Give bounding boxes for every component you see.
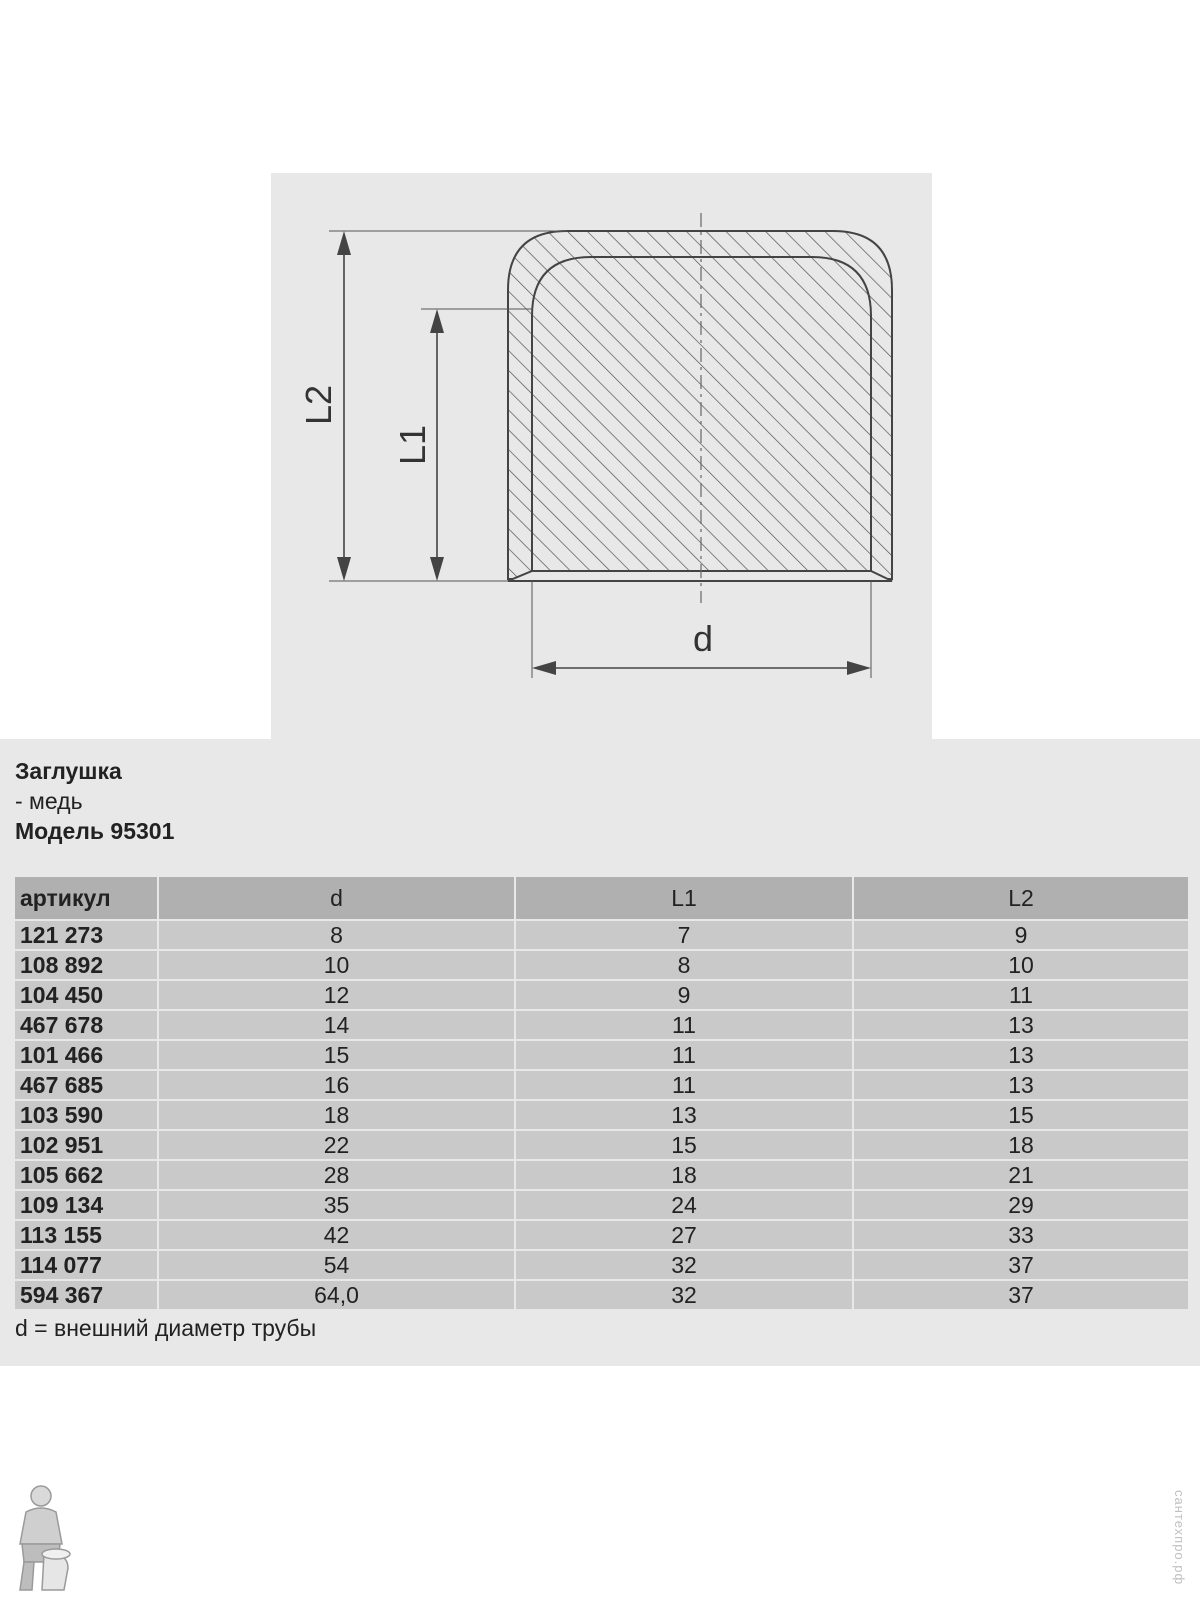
site-watermark: сантехпро.рф [1172, 1490, 1187, 1586]
cell-l1: 9 [516, 981, 854, 1009]
cell-l1: 32 [516, 1281, 854, 1309]
dimension-d [532, 618, 871, 675]
label-l2: L2 [298, 384, 339, 426]
cell-article: 109 134 [15, 1191, 159, 1219]
cell-article: 108 892 [15, 951, 159, 979]
label-l1: L1 [392, 424, 433, 466]
cell-l2: 9 [854, 921, 1188, 949]
product-model: Модель 95301 [15, 818, 175, 844]
cell-d: 12 [159, 981, 516, 1009]
cell-d: 28 [159, 1161, 516, 1189]
cell-l2: 29 [854, 1191, 1188, 1219]
table-row [15, 951, 1188, 979]
cell-d: 18 [159, 1101, 516, 1129]
cell-d: 10 [159, 951, 516, 979]
label-d: d [692, 618, 714, 659]
footnote: d = внешний диаметр трубы [15, 1315, 317, 1341]
cell-l2: 21 [854, 1161, 1188, 1189]
cell-l2: 18 [854, 1131, 1188, 1159]
header-l1: L1 [516, 877, 854, 919]
cell-l1: 24 [516, 1191, 854, 1219]
cell-l2: 37 [854, 1281, 1188, 1309]
cell-article: 113 155 [15, 1221, 159, 1249]
cell-article: 103 590 [15, 1101, 159, 1129]
table-row [15, 1011, 1188, 1039]
cell-d: 42 [159, 1221, 516, 1249]
cap-flare [508, 571, 892, 581]
cell-d: 54 [159, 1251, 516, 1279]
cell-article: 467 678 [15, 1011, 159, 1039]
cell-l1: 15 [516, 1131, 854, 1159]
cell-d: 22 [159, 1131, 516, 1159]
cell-d: 8 [159, 921, 516, 949]
cell-l1: 13 [516, 1101, 854, 1129]
cell-article: 101 466 [15, 1041, 159, 1069]
cell-l1: 11 [516, 1071, 854, 1099]
cell-article: 102 951 [15, 1131, 159, 1159]
cell-l2: 15 [854, 1101, 1188, 1129]
cell-l2: 10 [854, 951, 1188, 979]
cell-l1: 11 [516, 1011, 854, 1039]
header-d: d [159, 877, 516, 919]
table-row [15, 1251, 1188, 1279]
header-l2: L2 [854, 877, 1188, 919]
cell-l2: 13 [854, 1071, 1188, 1099]
table-row [15, 1281, 1188, 1309]
cell-article: 104 450 [15, 981, 159, 1009]
table-header-row [15, 877, 1188, 919]
dimension-l1 [392, 309, 444, 581]
product-name: Заглушка [15, 758, 122, 784]
product-title-block [15, 756, 174, 846]
dimension-l2 [298, 231, 351, 581]
technical-drawing [271, 173, 932, 739]
cell-l2: 11 [854, 981, 1188, 1009]
spec-table [15, 875, 1188, 1311]
plumber-mascot-logo [8, 1482, 74, 1599]
cell-article: 114 077 [15, 1251, 159, 1279]
table-row [15, 1101, 1188, 1129]
header-article: артикул [15, 877, 159, 919]
cell-d: 14 [159, 1011, 516, 1039]
cell-l1: 32 [516, 1251, 854, 1279]
cell-article: 594 367 [15, 1281, 159, 1309]
cell-d: 15 [159, 1041, 516, 1069]
table-row [15, 981, 1188, 1009]
table-row [15, 1221, 1188, 1249]
cell-l2: 37 [854, 1251, 1188, 1279]
table-row [15, 1191, 1188, 1219]
table-row [15, 1131, 1188, 1159]
table-row [15, 1041, 1188, 1069]
product-info-panel [0, 739, 1200, 1366]
cell-l1: 18 [516, 1161, 854, 1189]
table-row [15, 1071, 1188, 1099]
cell-l1: 11 [516, 1041, 854, 1069]
cell-l1: 8 [516, 951, 854, 979]
table-row [15, 1161, 1188, 1189]
cell-d: 64,0 [159, 1281, 516, 1309]
cell-l1: 27 [516, 1221, 854, 1249]
cell-l2: 13 [854, 1011, 1188, 1039]
cap-cross-section-drawing [271, 173, 932, 739]
product-material: - медь [15, 788, 83, 814]
cell-article: 467 685 [15, 1071, 159, 1099]
cap-wall [508, 231, 892, 579]
cell-l2: 33 [854, 1221, 1188, 1249]
cell-l2: 13 [854, 1041, 1188, 1069]
cell-d: 35 [159, 1191, 516, 1219]
cell-article: 105 662 [15, 1161, 159, 1189]
cell-l1: 7 [516, 921, 854, 949]
cell-d: 16 [159, 1071, 516, 1099]
cell-article: 121 273 [15, 921, 159, 949]
table-row [15, 921, 1188, 949]
